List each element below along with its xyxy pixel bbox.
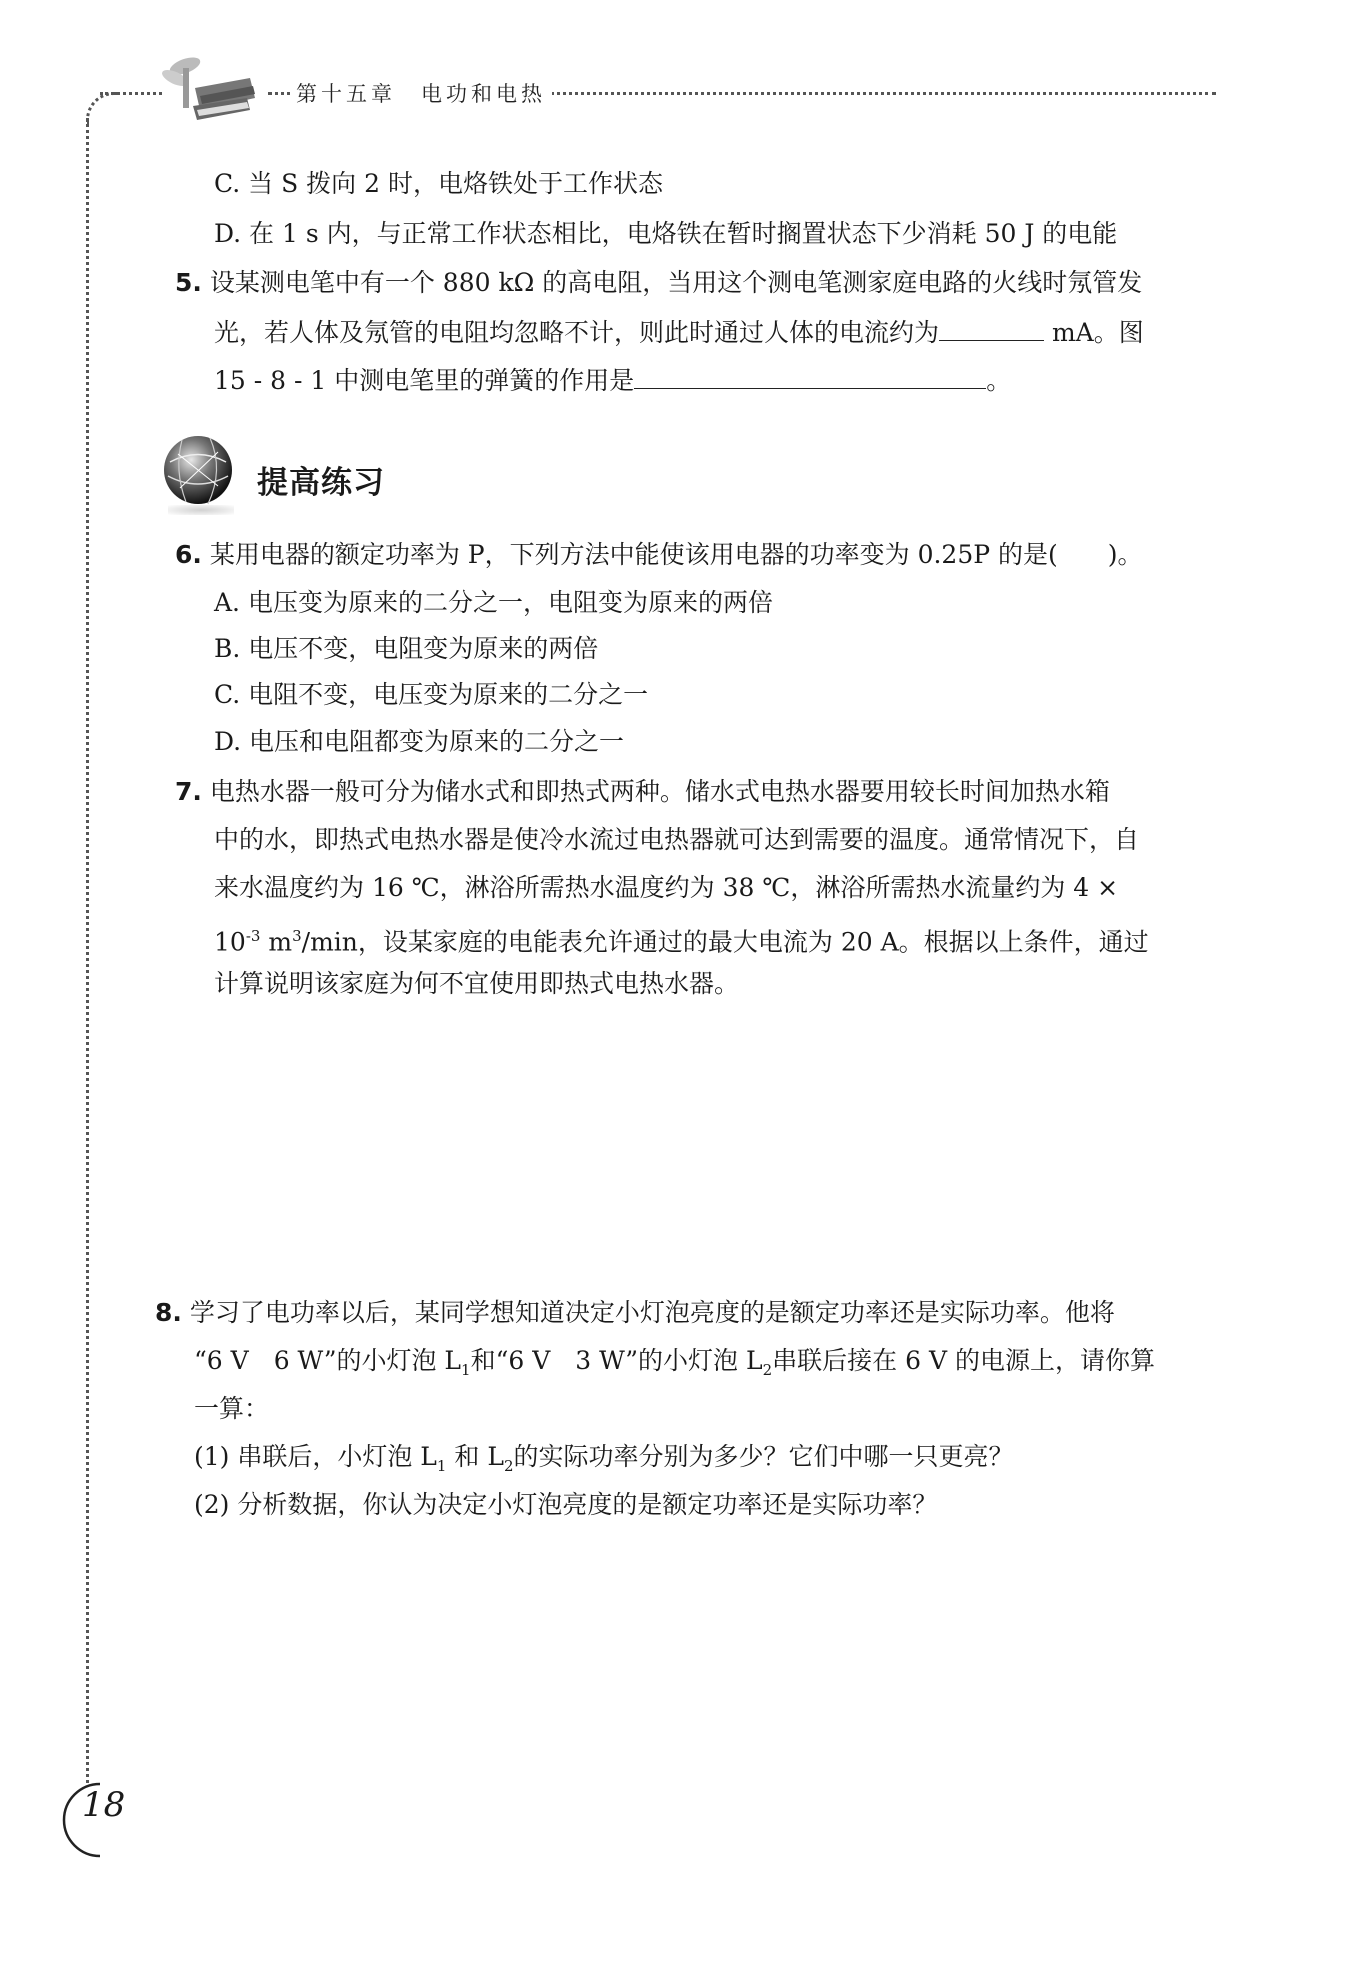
q5-blank-spring[interactable] (634, 362, 986, 389)
q8-text-2a: “6 V 6 W”的小灯泡 L (194, 1346, 462, 1375)
q7-unit-exponent: 3 (292, 927, 302, 945)
q7-line3: 来水温度约为 16 ℃，淋浴所需热水温度约为 38 ℃，淋浴所需热水流量约为 4 × (214, 873, 1119, 902)
q8-text-1: 学习了电功率以后，某同学想知道决定小灯泡亮度的是额定功率还是实际功率。他将 (189, 1298, 1115, 1327)
q8-answer-area[interactable] (194, 1540, 1194, 1760)
q7-line5: 计算说明该家庭为何不宜使用即热式电热水器。 (214, 969, 740, 998)
q5-text-3a: 15 - 8 - 1 中测电笔里的弹簧的作用是 (214, 366, 635, 395)
frame-top-left (100, 92, 162, 95)
q8-sub1-l1: 1 (436, 1457, 447, 1475)
q8-text-2b: 和“6 V 3 W”的小灯泡 L (470, 1346, 763, 1375)
q6-option-b: B. 电压不变，电阻变为原来的两倍 (214, 634, 599, 663)
q4-option-c: C. 当 S 拨向 2 时，电烙铁处于工作状态 (214, 169, 663, 198)
q8-number: 8. (155, 1298, 182, 1327)
q7-line4 (214, 919, 1149, 959)
q8-sub1-text-c: 的实际功率分别为多少？它们中哪一只更亮？ (513, 1442, 1014, 1471)
q7-sci-exponent: -3 (245, 927, 261, 945)
chapter-title: 第十五章 电功和电热 (290, 78, 552, 108)
page-number: 18 (82, 1785, 126, 1825)
q5-text-2a: 光，若人体及氖管的电阻均忽略不计，则此时通过人体的电流约为 (214, 318, 940, 347)
q6-option-c: C. 电阻不变，电压变为原来的二分之一 (214, 680, 649, 709)
q5-number: 5. (175, 268, 202, 297)
chapter-logo-icon (155, 48, 260, 123)
q8-sub-l2: 2 (762, 1361, 773, 1379)
q8-sub-question-2: (2) 分析数据，你认为决定小灯泡亮度的是额定功率还是实际功率？ (194, 1490, 938, 1519)
q8-sub-question-1 (194, 1440, 1014, 1483)
q7-text-4: /min，设某家庭的电能表允许通过的最大电流为 20 A。根据以上条件，通过 (301, 927, 1149, 957)
q8-sub-l1: 1 (461, 1361, 471, 1379)
section-title: 提高练习 (257, 465, 385, 501)
globe-icon (160, 432, 236, 508)
q7-number: 7. (175, 777, 202, 806)
q7-line2: 中的水，即热式电热水器是使冷水流过电热器就可达到需要的温度。通常情况下，自 (214, 825, 1140, 854)
q5-text-3b: 。 (986, 366, 1012, 395)
frame-corner (86, 92, 119, 125)
q6-option-d: D. 电压和电阻都变为原来的二分之一 (214, 727, 625, 756)
q5-blank-current[interactable] (939, 314, 1044, 341)
q8-sub1-text-a: (1) 串联后，小灯泡 L (194, 1442, 437, 1471)
globe-shadow (168, 505, 234, 515)
q6-number: 6. (175, 540, 202, 569)
q6-stem-line (175, 538, 1143, 572)
q8-line3: 一算： (194, 1394, 270, 1423)
q7-sci-base: 10 (214, 927, 246, 957)
q6-option-a: A. 电压变为原来的二分之一，电阻变为原来的两倍 (214, 588, 773, 617)
q8-line2 (194, 1344, 1155, 1387)
q7-text-1: 电热水器一般可分为储水式和即热式两种。储水式电热水器要用较长时间加热水箱 (209, 777, 1110, 806)
q5-line1 (175, 266, 1142, 300)
q6-stem: 某用电器的额定功率为 P，下列方法中能使该用电器的功率变为 0.25P 的是( )。 (209, 540, 1143, 569)
q7-line1 (175, 775, 1110, 809)
q8-sub1-text-b: 和 L (446, 1442, 504, 1471)
q5-line3 (214, 362, 1011, 398)
q8-sub1-l2: 2 (503, 1457, 514, 1475)
q5-line2 (214, 314, 1144, 350)
frame-left-border (86, 118, 89, 1783)
q7-answer-area[interactable] (214, 1015, 1214, 1275)
q8-line1 (155, 1296, 1115, 1330)
q4-option-d: D. 在 1 s 内，与正常工作状态相比，电烙铁在暂时搁置状态下少消耗 50 J 的电能 (214, 219, 1118, 248)
q7-unit: m (260, 927, 293, 957)
q8-text-2c: 串联后接在 6 V 的电源上，请你算 (772, 1346, 1155, 1375)
q5-text-2b: mA。图 (1044, 318, 1144, 347)
q5-text-1: 设某测电笔中有一个 880 kΩ 的高电阻，当用这个测电笔测家庭电路的火线时氖管发 (209, 268, 1143, 297)
